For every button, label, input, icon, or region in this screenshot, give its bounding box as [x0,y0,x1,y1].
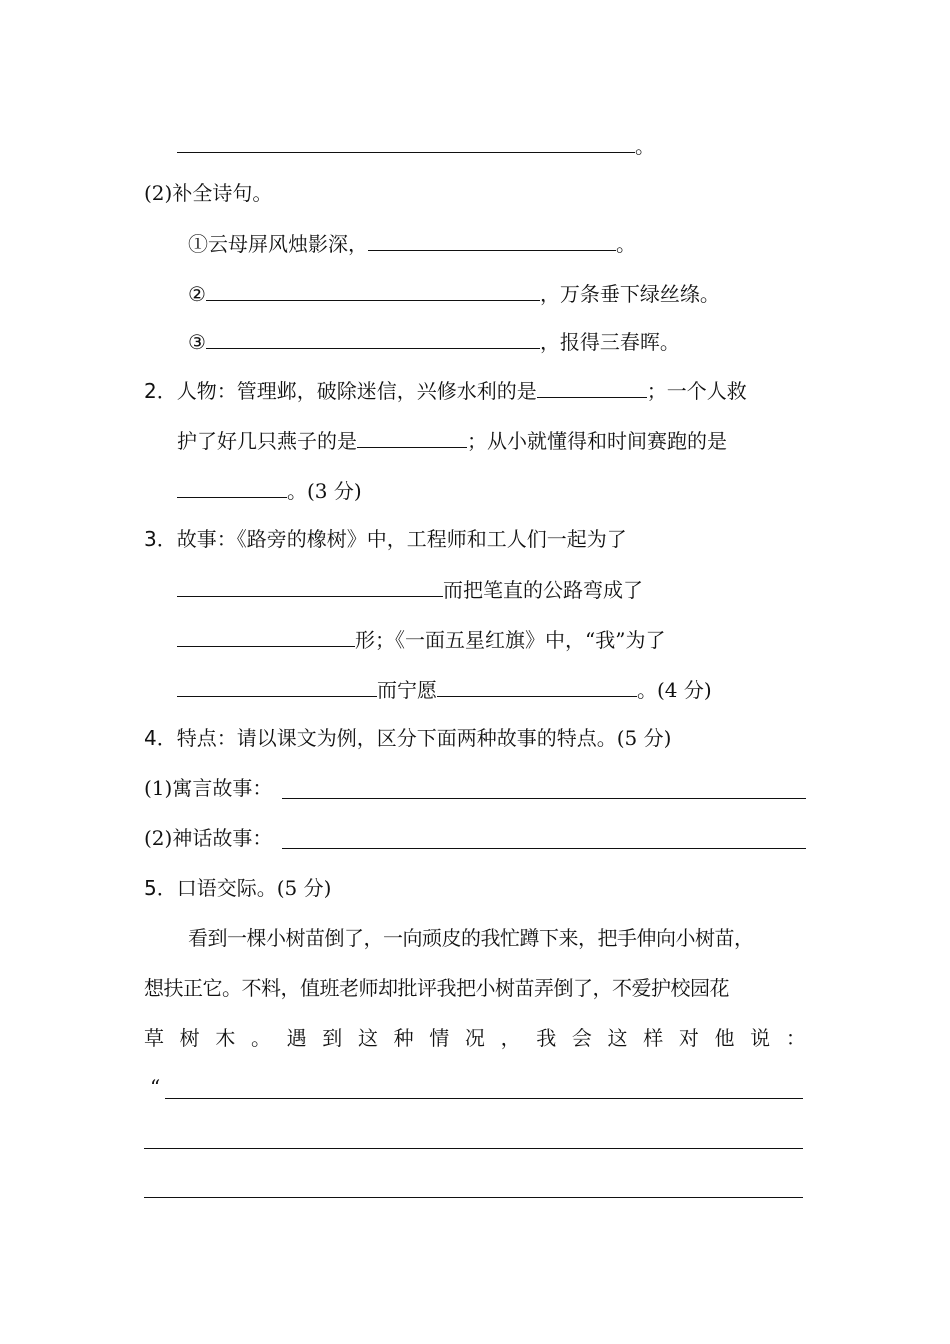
poem-line-1-suffix: 。 [616,232,636,256]
para-char: 种 [393,1026,414,1050]
q2-line-2 [177,425,727,455]
q3-text: 而宁愿 [377,678,437,702]
question-number: 4． [144,726,177,750]
para-char: 样 [643,1026,664,1050]
q2-text: ；一个人救 [646,379,747,403]
question-number: 5． [144,876,177,900]
para-char: 。 [250,1026,271,1050]
para-char: 遇 [286,1026,307,1050]
para-char: 他 [714,1026,735,1050]
answer-blank[interactable] [177,674,377,697]
para-char: ， [500,1026,521,1050]
poem-line-1-prefix: ①云母屏风烛影深， [188,232,368,256]
para-char: 情 [429,1026,450,1050]
poem-line-2-suffix: ，万条垂下绿丝绦。 [539,282,720,306]
question-number: 3． [144,527,177,551]
para-char: 树 [179,1026,200,1050]
q2-text: ；从小就懂得和时间赛跑的是 [467,429,727,453]
poem-line-3-suffix: ，报得三春晖。 [539,330,680,354]
para-char: 我 [536,1026,557,1050]
para-char: 这 [607,1026,628,1050]
q3-line-2 [177,574,643,604]
para-char: 这 [357,1026,378,1050]
para-char: 木 [215,1026,236,1050]
para-char: 况 [464,1026,485,1050]
para-char: 会 [571,1026,592,1050]
answer-blank[interactable] [357,425,467,448]
q3-line-4 [177,674,712,704]
para-char: 说 [750,1026,771,1050]
question-number: 2． [144,379,177,403]
para-char: ： [785,1026,806,1050]
answer-line[interactable] [165,1098,803,1099]
q2-score: 。(3 分) [287,479,362,503]
q4-sub-1 [144,773,272,803]
answer-blank[interactable] [368,228,616,251]
answer-line[interactable] [144,1197,803,1198]
answer-blank[interactable] [177,574,443,597]
q3-text: 形；《一面五星红旗》中，“我”为了 [355,628,666,652]
q5-para-2: 想扶正它。不料，值班老师却批评我把小树苗弄倒了，不爱护校园花 [144,976,729,1000]
q2-text: 人物：管理邺，破除迷信，兴修水利的是 [176,379,537,403]
answer-blank[interactable] [537,375,647,398]
poem-line-2-prefix: ② [188,282,206,306]
q3-line-3 [177,624,665,654]
q4-text: 特点：请以课文为例，区分下面两种故事的特点。(5 分) [176,726,672,750]
poem-line-2 [188,278,720,308]
para-char: 对 [678,1026,699,1050]
answer-line[interactable] [282,848,806,849]
answer-blank[interactable] [177,475,287,498]
end-mark: 。 [635,134,655,158]
q4-sub-1-label: (1)寓言故事： [144,776,273,800]
q3-text: 故事：《路旁的橡树》中，工程师和工人们一起为了 [176,527,627,551]
q1-2-label: (2)补全诗句。 [144,181,273,205]
q1-tail-line [177,130,655,160]
answer-blank[interactable] [206,278,540,301]
answer-line[interactable] [282,798,806,799]
para-char: 到 [322,1026,343,1050]
q4-sub-2-label: (2)神话故事： [144,826,273,850]
q3-text: 而把笔直的公路弯成了 [443,578,643,602]
q2-line-1 [144,375,747,405]
answer-blank[interactable] [177,624,355,647]
para-char: 草 [144,1026,164,1050]
poem-line-3-prefix: ③ [188,330,206,354]
q5-para-3 [144,1023,806,1053]
q4-sub-2 [144,823,272,853]
q5-line [144,873,331,903]
q2-line-3 [177,475,362,505]
q4-line [144,723,671,753]
q3-line-1 [144,524,627,554]
answer-blank[interactable] [206,326,540,349]
q5-para-1: 看到一棵小树苗倒了，一向顽皮的我忙蹲下来，把手伸向小树苗， [188,926,754,950]
open-quote: “ [150,1075,161,1099]
poem-line-3 [188,326,680,356]
q3-score: 。(4 分) [637,678,712,702]
poem-line-1 [188,228,636,258]
q2-text: 护了好几只燕子的是 [177,429,357,453]
answer-blank[interactable] [437,674,637,697]
answer-line[interactable] [144,1148,803,1149]
q5-text: 口语交际。(5 分) [176,876,332,900]
answer-blank[interactable] [177,130,635,153]
